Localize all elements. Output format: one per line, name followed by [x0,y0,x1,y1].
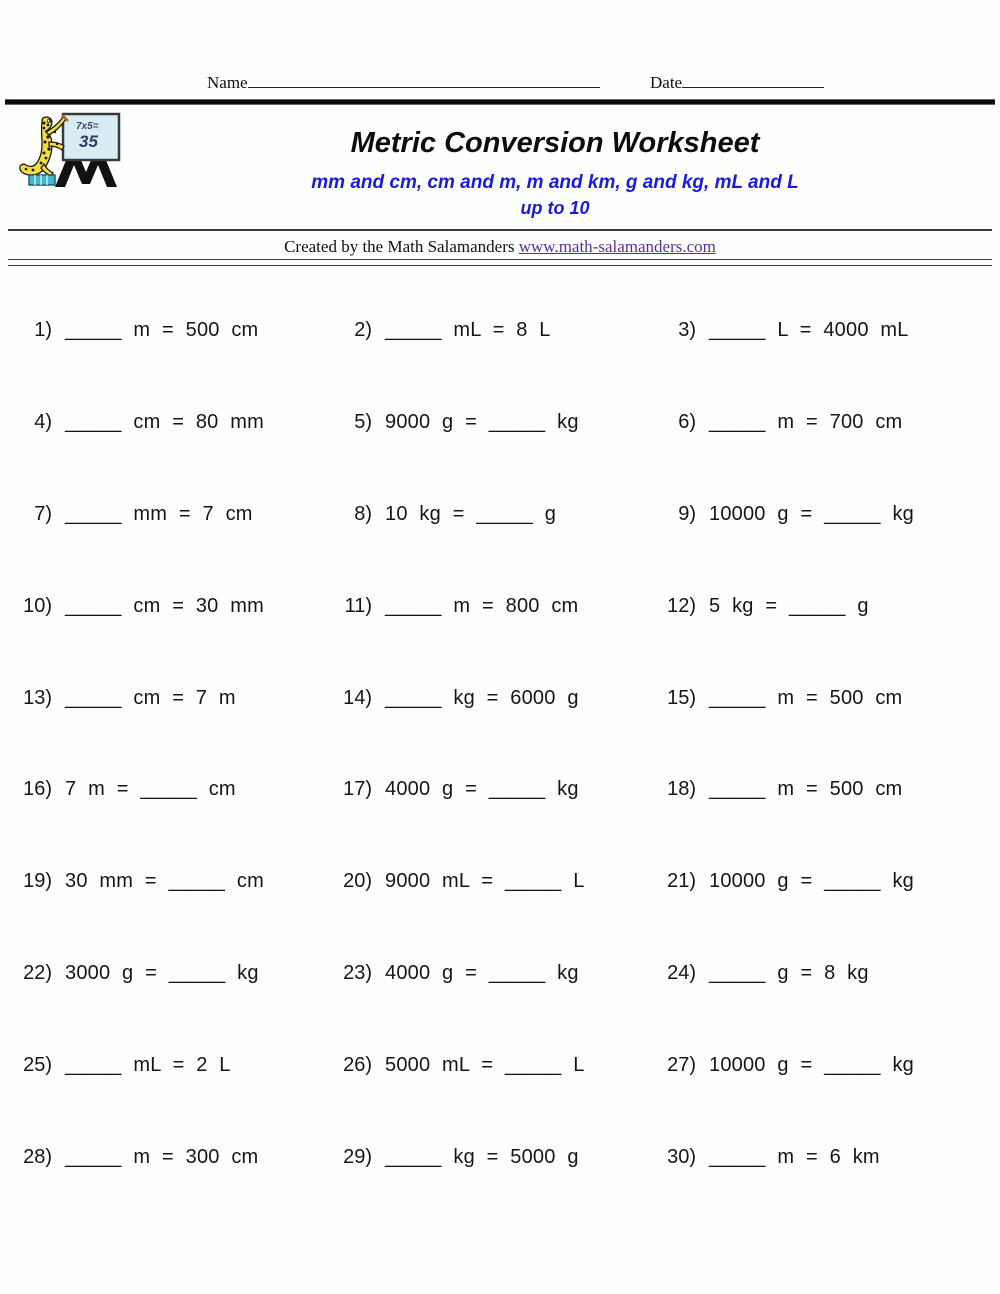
credit-divider-bottom [8,259,992,266]
problem-item [662,595,1000,618]
salamander-figure [20,117,66,176]
problem-number: 18) [667,778,696,801]
logo-board-text-1: 7x5= [76,121,99,132]
problem-text: 10000 g = _____ kg [709,502,914,525]
problem-item [338,411,662,434]
date-field [650,70,824,93]
problem-number: 12) [667,594,696,617]
problem-number: 7) [34,502,52,525]
problem-item [0,1054,338,1077]
website-link[interactable]: www.math-salamanders.com [518,237,716,256]
problem-text: _____ m = 300 cm [65,1145,259,1168]
name-blank-line [248,70,600,88]
problem-text: _____ m = 700 cm [709,411,903,434]
problem-item [0,870,338,893]
problem-text: 4000 g = _____ kg [385,961,579,984]
problem-item [662,503,1000,526]
problem-item [662,1146,1000,1169]
problem-text: _____ mL = 2 L [65,1053,231,1076]
problem-item [0,687,338,710]
logo-platform [29,175,55,185]
problem-text: _____ m = 500 cm [709,686,903,709]
problem-number: 25) [23,1053,52,1076]
problem-item [662,962,1000,985]
problem-text: _____ mL = 8 L [385,319,551,342]
problem-text: _____ cm = 30 mm [65,594,264,617]
problem-item [0,319,338,342]
problem-text: 30 mm = _____ cm [65,870,264,893]
problem-text: 10000 g = _____ kg [709,1053,914,1076]
problem-item [662,870,1000,893]
problem-item [338,870,662,893]
math-salamanders-logo [13,112,125,190]
problem-item [662,1054,1000,1077]
top-divider [5,99,995,105]
problem-number: 22) [23,961,52,984]
problem-item [338,778,662,801]
date-label: Date [650,73,683,92]
problem-text: 7 m = _____ cm [65,778,236,801]
problem-number: 5) [354,411,372,434]
problem-number: 11) [344,594,372,617]
problem-item [0,411,338,434]
problem-number: 3) [678,319,696,342]
problem-item [662,687,1000,710]
problems-grid [0,285,1000,1203]
logo-board-text-2: 35 [79,132,98,151]
credit-text: Created by the Math Salamanders [284,237,519,256]
problem-number: 14) [343,686,372,709]
problem-number: 23) [343,961,372,984]
problem-item [662,319,1000,342]
problem-number: 27) [667,1053,696,1076]
problem-number: 30) [667,1145,696,1168]
name-label: Name [207,73,248,92]
problem-number: 2) [354,319,372,342]
problem-number: 4) [34,411,52,434]
problem-number: 15) [667,686,696,709]
problem-text: 10 kg = _____ g [385,502,557,525]
problem-item [662,778,1000,801]
date-blank-line [682,70,824,88]
problem-text: 9000 mL = _____ L [385,870,585,893]
problem-text: _____ kg = 6000 g [385,686,579,709]
problem-item [0,595,338,618]
problem-text: _____ mm = 7 cm [65,502,253,525]
worksheet-range-note: up to 10 [520,197,590,218]
problem-text: _____ m = 6 km [709,1145,880,1168]
problem-text: 5000 mL = _____ L [385,1053,585,1076]
problem-item [338,687,662,710]
problem-item [0,503,338,526]
problem-number: 8) [354,502,372,525]
problem-item [338,962,662,985]
problem-number: 19) [23,870,52,893]
problem-text: _____ m = 800 cm [385,594,579,617]
problem-number: 24) [667,961,696,984]
problem-text: 10000 g = _____ kg [709,870,914,893]
page-title: Metric Conversion Worksheet [350,127,760,159]
problem-item [662,411,1000,434]
name-date-row [0,70,1000,96]
problem-text: _____ g = 8 kg [709,961,869,984]
problem-number: 13) [23,686,52,709]
problem-text: _____ L = 4000 mL [709,319,909,342]
problem-number: 16) [23,778,52,801]
problem-text: 3000 g = _____ kg [65,961,259,984]
problem-item [0,778,338,801]
problem-item [338,595,662,618]
problem-item [0,962,338,985]
problem-number: 9) [678,502,696,525]
title-block [125,128,985,219]
credit-line [0,237,1000,257]
problem-number: 20) [343,870,372,893]
problem-item [338,503,662,526]
problem-number: 17) [343,778,372,801]
problem-item [338,319,662,342]
problem-number: 10) [23,594,52,617]
problem-number: 28) [23,1145,52,1168]
problem-text: _____ cm = 80 mm [65,411,264,434]
problem-number: 29) [343,1145,372,1168]
problem-number: 21) [667,870,696,893]
problem-text: _____ kg = 5000 g [385,1145,579,1168]
problem-item [338,1146,662,1169]
problem-number: 6) [678,411,696,434]
name-field [207,70,600,93]
problem-text: 4000 g = _____ kg [385,778,579,801]
problem-text: 9000 g = _____ kg [385,411,579,434]
problem-number: 26) [343,1053,372,1076]
problem-item [0,1146,338,1169]
problem-item [338,1054,662,1077]
problem-number: 1) [34,319,52,342]
worksheet-subtitle: mm and cm, cm and m, m and km, g and kg, mL and L [311,171,799,193]
credit-divider-top [8,229,992,231]
problem-text: 5 kg = _____ g [709,594,869,617]
problem-text: _____ m = 500 cm [709,778,903,801]
problem-text: _____ cm = 7 m [65,686,236,709]
problem-text: _____ m = 500 cm [65,319,259,342]
